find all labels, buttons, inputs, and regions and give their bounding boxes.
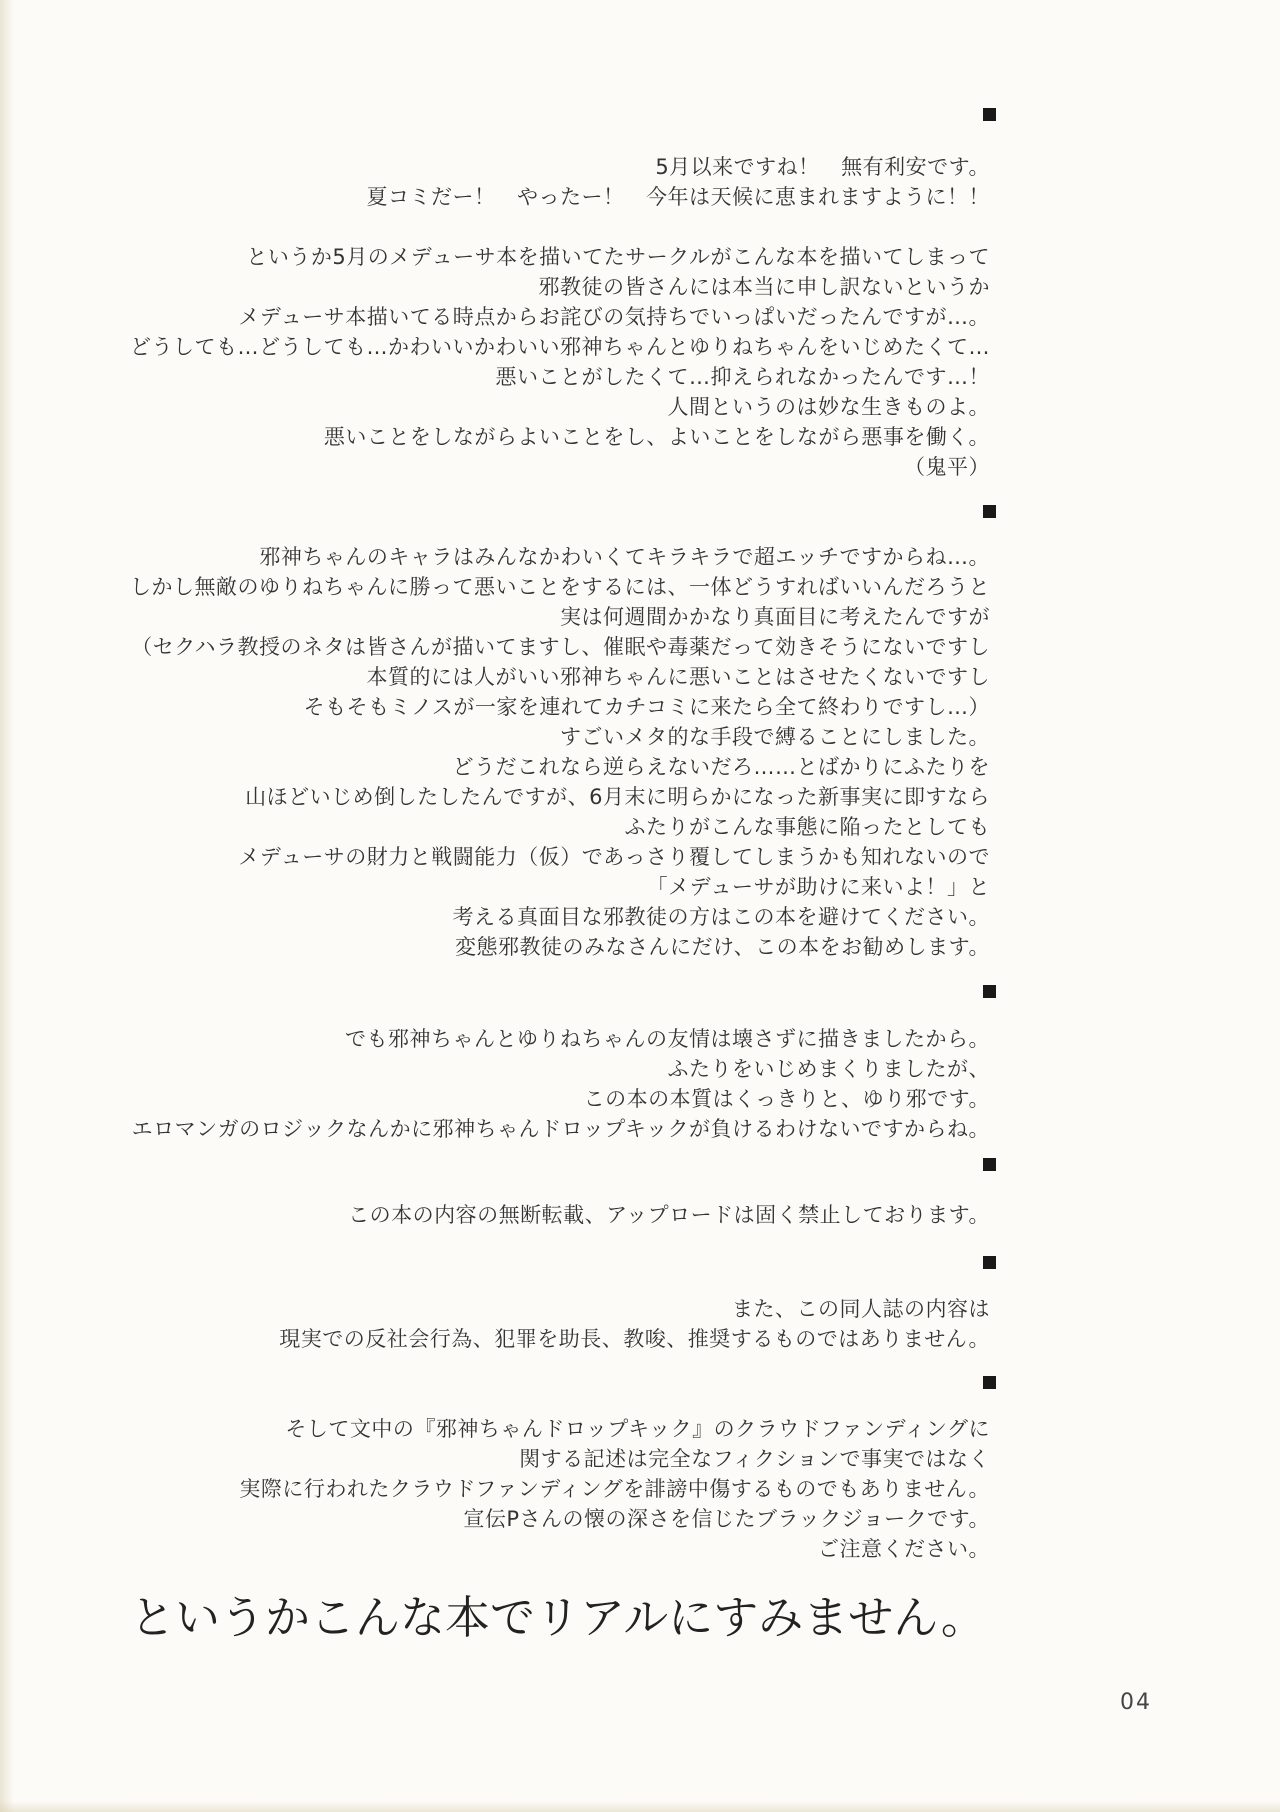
paragraph-greeting xyxy=(0,152,990,212)
section-marker-icon xyxy=(983,1256,996,1269)
text-line: 関する記述は完全なフィクションで事実ではなく xyxy=(519,1447,990,1471)
section-marker-icon xyxy=(983,1158,996,1171)
headline-text: というかこんな本でリアルにすみません。 xyxy=(130,1591,986,1644)
text-line: 本質的には人がいい邪神ちゃんに悪いことはさせたくないですし xyxy=(366,665,990,689)
text-line: ふたりがこんな事態に陥ったとしても xyxy=(624,815,990,839)
section-marker-icon xyxy=(983,108,996,121)
text-line: しかし無敵のゆりねちゃんに勝って悪いことをするには、一体どうすればいいんだろうと xyxy=(130,575,990,599)
text-line: 夏コミだー！ やったー！ 今年は天候に恵まれますように！！ xyxy=(366,185,990,209)
paragraph-fiction-note xyxy=(0,1414,990,1564)
text-line: エロマンガのロジックなんかに邪神ちゃんドロップキックが負けるわけないですからね。 xyxy=(131,1117,990,1141)
text-line: 実は何週間かかなり真面目に考えたんですが xyxy=(560,605,990,629)
text-line: すごいメタ的な手段で縛ることにしました。 xyxy=(560,725,990,749)
section-marker-icon xyxy=(983,1376,996,1389)
text-line: そして文中の『邪神ちゃんドロップキック』のクラウドファンディングに xyxy=(285,1417,990,1441)
text-line: また、この同人誌の内容は xyxy=(732,1297,990,1321)
text-line: 5月以来ですね！ 無有利安です。 xyxy=(655,155,990,179)
section-marker-icon xyxy=(983,505,996,518)
text-line: この本の本質はくっきりと、ゆり邪です。 xyxy=(583,1087,990,1111)
paragraph-disclaimer xyxy=(0,1294,990,1354)
text-line: 「メデューサが助けに来いよ！」と xyxy=(646,875,990,899)
paragraph-no-repost xyxy=(0,1200,990,1230)
text-line: 現実での反社会行為、犯罪を助長、教唆、推奨するものではありません。 xyxy=(279,1327,990,1351)
text-line: 邪教徒の皆さんには本当に申し訳ないというか xyxy=(538,275,990,299)
text-line: 人間というのは妙な生きものよ。 xyxy=(667,395,990,419)
page-number: 04 xyxy=(1120,1690,1152,1715)
scan-edge-bottom xyxy=(0,1801,1280,1812)
text-line: でも邪神ちゃんとゆりねちゃんの友情は壊さずに描きましたから。 xyxy=(345,1027,990,1051)
text-line: どうだこれなら逆らえないだろ……とばかりにふたりを xyxy=(452,755,990,779)
text-line: 変態邪教徒のみなさんにだけ、この本をお勧めします。 xyxy=(455,935,990,959)
paragraph-apology xyxy=(0,242,990,482)
text-line: 悪いことをしながらよいことをし、よいことをしながら悪事を働く。 xyxy=(323,425,990,449)
text-line: そもそもミノスが一家を連れてカチコミに来たら全て終わりですし…） xyxy=(303,695,990,719)
text-line: どうしても…どうしても…かわいいかわいい邪神ちゃんとゆりねちゃんをいじめたくて… xyxy=(130,335,990,359)
text-line: ふたりをいじめまくりましたが、 xyxy=(667,1057,990,1081)
text-line: この本の内容の無断転載、アップロードは固く禁止しております。 xyxy=(348,1203,990,1227)
text-line: メデューサの財力と戦闘能力（仮）であっさり覆してしまうかも知れないので xyxy=(238,845,990,869)
paragraph-friendship xyxy=(0,1024,990,1144)
text-line: 実際に行われたクラウドファンディングを誹謗中傷するものでもありません。 xyxy=(239,1477,990,1501)
text-line: 悪いことがしたくて…抑えられなかったんです…！ xyxy=(495,365,990,389)
text-line: 宣伝Pさんの懐の深さを信じたブラックジョークです。 xyxy=(463,1507,990,1531)
text-line: （セクハラ教授のネタは皆さんが描いてますし、催眠や毒薬だって効きそうにないですし xyxy=(131,635,990,659)
text-line: ご注意ください。 xyxy=(818,1537,990,1561)
text-line: メデューサ本描いてる時点からお詫びの気持ちでいっぱいだったんですが…。 xyxy=(238,305,990,329)
text-line: 邪神ちゃんのキャラはみんなかわいくてキラキラで超エッチですからね…。 xyxy=(259,545,990,569)
paragraph-explanation xyxy=(0,542,990,962)
text-line: というか5月のメデューサ本を描いてたサークルがこんな本を描いてしまって xyxy=(246,245,990,269)
section-marker-icon xyxy=(983,985,996,998)
text-line: 山ほどいじめ倒したしたんですが、6月末に明らかになった新事実に即すなら xyxy=(245,785,990,809)
text-line: 考える真面目な邪教徒の方はこの本を避けてください。 xyxy=(452,905,990,929)
text-line: （鬼平） xyxy=(904,455,990,479)
